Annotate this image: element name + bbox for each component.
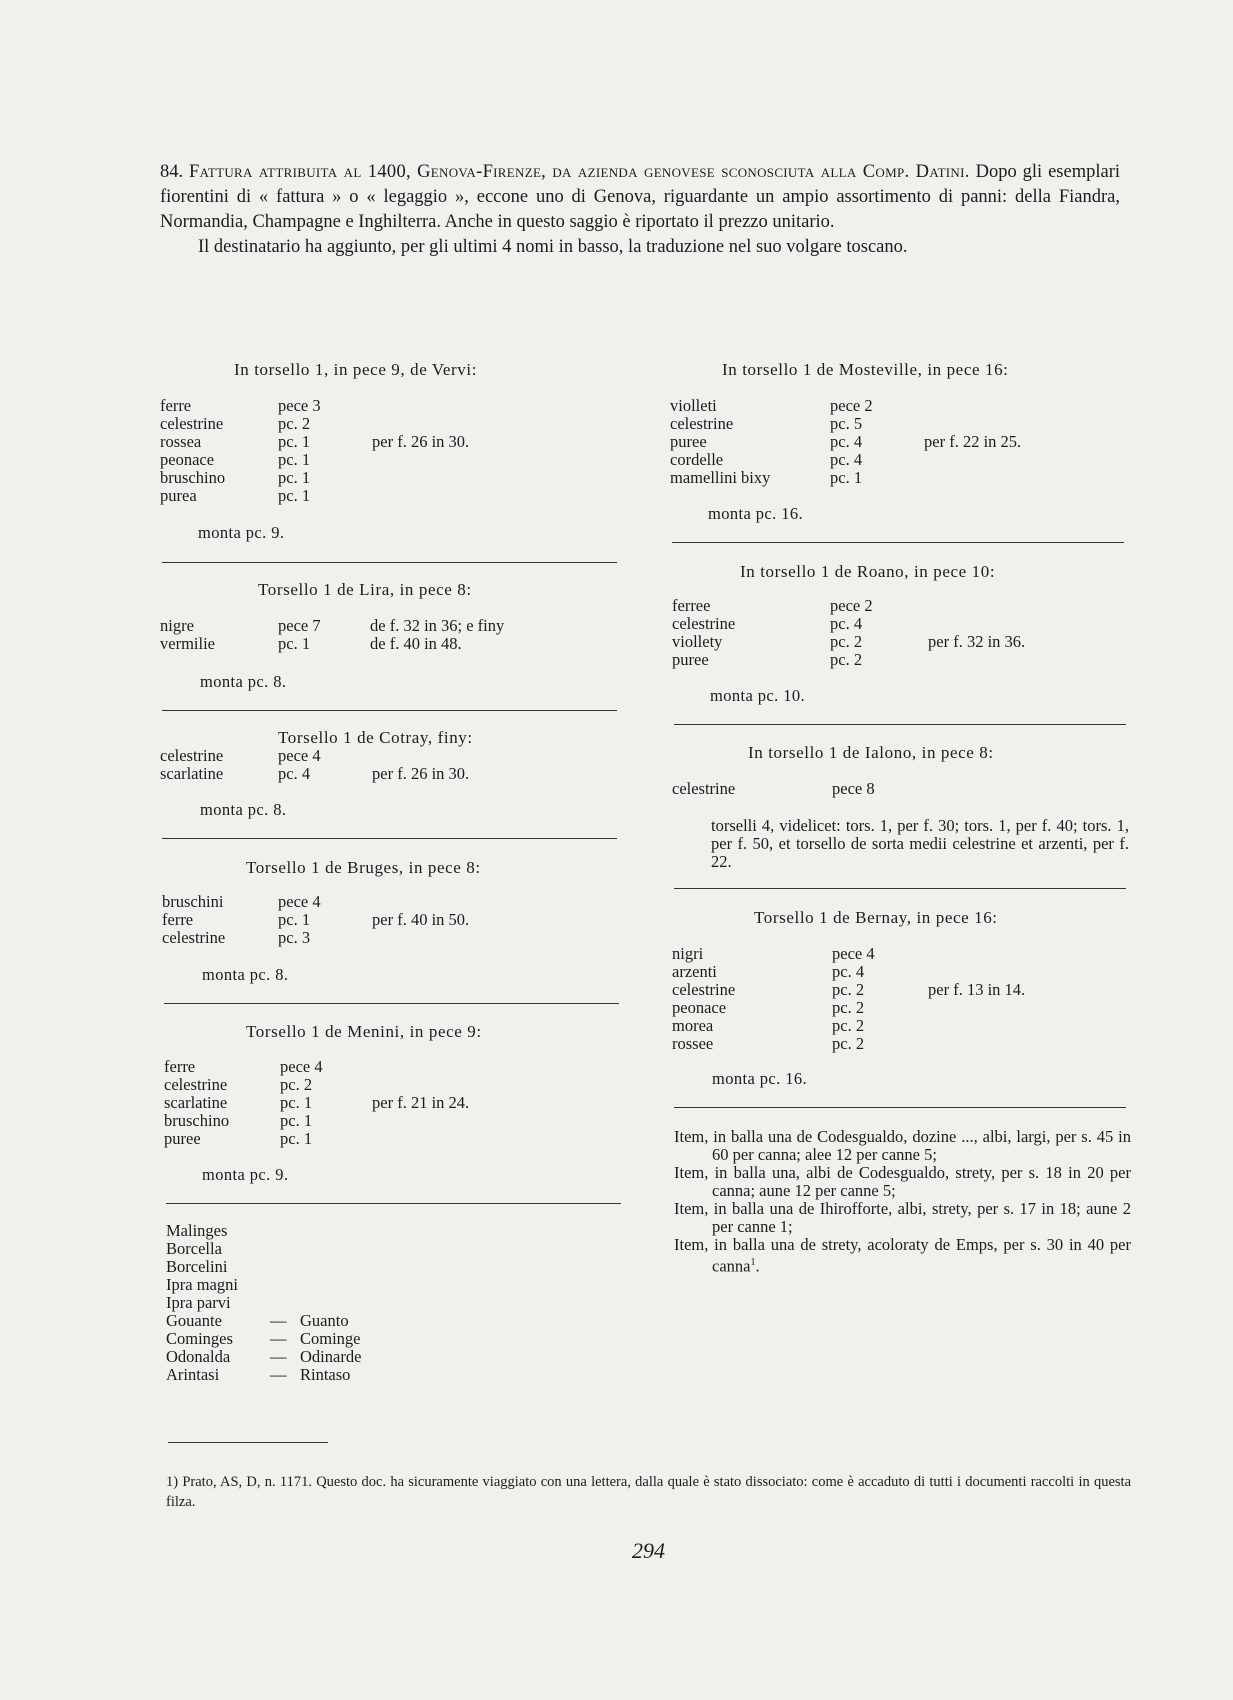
cloth-name: peonace — [160, 450, 215, 469]
section-divider — [674, 888, 1126, 889]
quantity: pece 4 — [832, 944, 875, 963]
table-row — [670, 397, 1120, 415]
table-row — [670, 433, 1120, 451]
cloth-name: peonace — [672, 998, 727, 1017]
quantity: pc. 1 — [278, 486, 311, 505]
list-item — [166, 1276, 466, 1294]
total-line: monta pc. 9. — [202, 1165, 289, 1184]
quantity: pc. 2 — [832, 980, 865, 999]
section-divider — [166, 1203, 621, 1204]
quantity: pc. 1 — [278, 432, 311, 451]
name-original: Borcelini — [166, 1257, 228, 1276]
quantity: pece 2 — [830, 596, 873, 615]
cloth-name: ferre — [160, 396, 192, 415]
intro-paragraph-2: Il destinatario ha aggiunto, per gli ultimi 4 nomi in basso, la traduzione nel suo volgare toscano. — [198, 237, 908, 257]
cloth-name: celestrine — [672, 614, 736, 633]
quantity: pece 7 — [278, 616, 321, 635]
cloth-name: celestrine — [670, 414, 734, 433]
table-row — [670, 415, 1120, 433]
price-note: per f. 13 in 14. — [928, 980, 1026, 999]
section-heading-mosteville: In torsello 1 de Mosteville, in pece 16: — [722, 360, 1009, 379]
table-row — [160, 469, 580, 487]
table-row — [162, 893, 582, 911]
name-translation: Rintaso — [300, 1365, 351, 1384]
table-row — [160, 765, 580, 783]
name-original: Ipra parvi — [166, 1293, 231, 1312]
intro-paragraph-1: Dopo gli esemplari fiorentini di « fattura » o « legaggio », eccone uno di Genova, riguardante un ampio assortimento di panni: della Fiandra, Normandia, Champagne e Inghilterra. Anche in questo saggio è riportato il prezzo unitario. — [160, 162, 1121, 232]
total-line: monta pc. 9. — [198, 523, 285, 542]
quantity: pc. 2 — [832, 1034, 865, 1053]
dash: — — [270, 1365, 287, 1384]
total-line: monta pc. 10. — [710, 686, 806, 705]
goods-table-lira — [160, 617, 600, 653]
footnote-ref: 1 — [750, 1257, 756, 1268]
name-original: Borcella — [166, 1239, 222, 1258]
quantity: pc. 1 — [280, 1129, 313, 1148]
section-heading-bernay: Torsello 1 de Bernay, in pece 16: — [754, 908, 998, 927]
quantity: pc. 4 — [830, 614, 863, 633]
cloth-name: bruschini — [162, 892, 224, 911]
section-divider — [162, 562, 617, 563]
cloth-name: cordelle — [670, 450, 724, 469]
table-row — [672, 615, 1122, 633]
name-translation: Guanto — [300, 1311, 349, 1330]
footnote-divider — [168, 1442, 328, 1443]
cloth-name: celestrine — [162, 928, 226, 947]
cloth-names-list — [166, 1222, 466, 1384]
quantity: pc. 2 — [830, 650, 863, 669]
section-divider — [164, 1003, 619, 1004]
dash: — — [270, 1347, 287, 1366]
quantity: pece 4 — [278, 892, 321, 911]
quantity: pc. 1 — [280, 1111, 313, 1130]
quantity: pece 3 — [278, 396, 321, 415]
cloth-name: celestrine — [160, 414, 224, 433]
quantity: pc. 4 — [830, 432, 863, 451]
cloth-name: scarlatine — [164, 1093, 228, 1112]
total-line: monta pc. 8. — [202, 965, 289, 984]
name-original: Odonalda — [166, 1347, 231, 1366]
entry-number: 84. — [160, 162, 184, 182]
cloth-name: celestrine — [672, 980, 736, 999]
cloth-name: rossea — [160, 432, 202, 451]
table-row — [162, 911, 582, 929]
quantity: pc. 4 — [830, 450, 863, 469]
quantity: pc. 2 — [280, 1075, 313, 1094]
quantity: pc. 2 — [278, 414, 311, 433]
name-original: Ipra magni — [166, 1275, 238, 1294]
cloth-name: ferre — [162, 910, 194, 929]
section-heading-menini: Torsello 1 de Menini, in pece 9: — [246, 1022, 482, 1041]
table-row — [160, 451, 580, 469]
table-row — [164, 1094, 584, 1112]
table-row — [164, 1112, 584, 1130]
intro-block — [160, 160, 1120, 260]
dash: — — [270, 1311, 287, 1330]
name-translation: Odinarde — [300, 1347, 362, 1366]
table-row — [164, 1058, 584, 1076]
quantity: pece 4 — [280, 1057, 323, 1076]
price-note: de f. 40 in 48. — [370, 634, 462, 653]
cloth-name: scarlatine — [160, 764, 224, 783]
cloth-name: viollety — [672, 632, 723, 651]
cloth-name: morea — [672, 1016, 714, 1035]
quantity: pece 4 — [278, 746, 321, 765]
table-row — [672, 945, 1122, 963]
list-item — [166, 1294, 466, 1312]
name-original: Gouante — [166, 1311, 222, 1330]
cloth-name: mamellini bixy — [670, 468, 771, 487]
cloth-name: nigre — [160, 616, 194, 635]
cloth-name: rossee — [672, 1034, 714, 1053]
page-number: 294 — [632, 1538, 665, 1563]
list-item — [166, 1240, 466, 1258]
goods-table-vervi — [160, 397, 580, 505]
cloth-name: purea — [160, 486, 197, 505]
section-divider — [162, 838, 617, 839]
entry-title: Fattura attribuita al 1400, Genova-Firenze, da azienda genovese sconosciuta alla Comp. Datini. — [189, 162, 970, 182]
table-row — [670, 469, 1120, 487]
cloth-name: puree — [164, 1129, 201, 1148]
quantity: pc. 2 — [830, 632, 863, 651]
cloth-name: nigri — [672, 944, 704, 963]
table-row — [160, 415, 580, 433]
price-note: per f. 40 in 50. — [372, 910, 470, 929]
quantity: pece 8 — [832, 779, 875, 798]
cloth-name: arzenti — [672, 962, 717, 981]
cloth-name: celestrine — [672, 779, 736, 798]
quantity: pc. 1 — [280, 1093, 313, 1112]
section-heading-vervi: In torsello 1, in pece 9, de Vervi: — [234, 360, 478, 379]
price-note: per f. 21 in 24. — [372, 1093, 470, 1112]
table-row — [670, 451, 1120, 469]
list-item — [166, 1258, 466, 1276]
list-item — [166, 1312, 466, 1330]
table-row — [672, 633, 1122, 651]
name-translation: Cominge — [300, 1329, 361, 1348]
item-text: Item, in balla una de strety, acoloraty de Emps, per s. 30 in 40 per canna — [674, 1235, 1131, 1276]
list-item — [166, 1348, 466, 1366]
total-line: monta pc. 8. — [200, 800, 287, 819]
cloth-name: bruschino — [164, 1111, 230, 1130]
table-row — [672, 999, 1122, 1017]
total-line: monta pc. 16. — [708, 504, 804, 523]
table-row — [160, 487, 580, 505]
table-row — [164, 1130, 584, 1148]
cloth-name: bruschino — [160, 468, 226, 487]
table-row — [160, 747, 580, 765]
goods-table-menini — [164, 1058, 584, 1148]
section-heading-bruges: Torsello 1 de Bruges, in pece 8: — [246, 858, 481, 877]
name-original: Malinges — [166, 1221, 228, 1240]
goods-table-ialono — [672, 780, 1122, 798]
table-row — [672, 597, 1122, 615]
table-row — [672, 780, 1122, 798]
cloth-name: celestrine — [160, 746, 224, 765]
quantity: pc. 1 — [278, 634, 311, 653]
table-row — [160, 617, 600, 635]
cloth-name: celestrine — [164, 1075, 228, 1094]
price-note: per f. 22 in 25. — [924, 432, 1022, 451]
quantity: pc. 5 — [830, 414, 863, 433]
table-row — [672, 963, 1122, 981]
table-row — [160, 433, 580, 451]
table-row — [162, 929, 582, 947]
cloth-name: puree — [672, 650, 709, 669]
name-original: Arintasi — [166, 1365, 220, 1384]
section-divider — [672, 542, 1124, 543]
quantity: pc. 4 — [278, 764, 311, 783]
period: . — [755, 1256, 760, 1276]
table-row — [672, 1017, 1122, 1035]
list-item — [166, 1330, 466, 1348]
price-note: per f. 32 in 36. — [928, 632, 1026, 651]
cloth-name: ferre — [164, 1057, 196, 1076]
dash: — — [270, 1329, 287, 1348]
price-note: de f. 32 in 36; e finy — [370, 616, 505, 635]
quantity: pc. 1 — [830, 468, 863, 487]
list-item — [166, 1366, 466, 1384]
cloth-name: ferree — [672, 596, 711, 615]
quantity: pc. 2 — [832, 1016, 865, 1035]
table-row — [672, 981, 1122, 999]
quantity: pc. 3 — [278, 928, 311, 947]
quantity: pc. 1 — [278, 468, 311, 487]
list-item: Item, in balla una, albi de Codesgualdo, strety, per s. 18 in 20 per canna; aune 12 per canne 5; — [674, 1163, 1131, 1200]
table-row — [160, 397, 580, 415]
goods-table-cotray — [160, 747, 580, 783]
table-row — [164, 1076, 584, 1094]
goods-table-mosteville — [670, 397, 1120, 487]
items-list — [674, 1128, 1131, 1276]
cloth-name: vermilie — [160, 634, 215, 653]
list-item — [674, 1236, 1131, 1276]
section-heading-ialono: In torsello 1 de Ialono, in pece 8: — [748, 743, 994, 762]
price-note: per f. 26 in 30. — [372, 764, 470, 783]
table-row — [160, 635, 600, 653]
quantity: pc. 2 — [832, 998, 865, 1017]
quantity: pc. 1 — [278, 910, 311, 929]
goods-table-roano — [672, 597, 1122, 669]
goods-table-bernay — [672, 945, 1122, 1053]
table-row — [672, 1035, 1122, 1053]
ialono-detail-paragraph: torselli 4, videlicet: tors. 1, per f. 30; tors. 1, per f. 40; tors. 1, per f. 50, et torsello de sorta medii celestrine et arzenti, per f. 22. — [711, 816, 1129, 871]
section-divider — [674, 724, 1126, 725]
price-note: per f. 26 in 30. — [372, 432, 470, 451]
footnote — [166, 1472, 1131, 1512]
table-row — [672, 651, 1122, 669]
section-divider — [162, 710, 617, 711]
goods-table-bruges — [162, 893, 582, 947]
name-original: Cominges — [166, 1329, 233, 1348]
cloth-name: violleti — [670, 396, 717, 415]
section-heading-roano: In torsello 1 de Roano, in pece 10: — [740, 562, 996, 581]
quantity: pc. 4 — [832, 962, 865, 981]
total-line: monta pc. 8. — [200, 672, 287, 691]
list-item: Item, in balla una de Ihirofforte, albi, strety, per s. 17 in 18; aune 2 per canne 1; — [674, 1199, 1131, 1236]
list-item: Item, in balla una de Codesgualdo, dozine ..., albi, largi, per s. 45 in 60 per canna; alee 12 per canne 5; — [674, 1127, 1131, 1164]
quantity: pece 2 — [830, 396, 873, 415]
list-item — [166, 1222, 466, 1240]
section-heading-cotray: Torsello 1 de Cotray, finy: — [278, 728, 473, 747]
total-line: monta pc. 16. — [712, 1069, 808, 1088]
footnote-mark: 1) — [166, 1474, 179, 1490]
cloth-name: puree — [670, 432, 707, 451]
quantity: pc. 1 — [278, 450, 311, 469]
section-divider — [674, 1107, 1126, 1108]
footnote-text: Prato, AS, D, n. 1171. Questo doc. ha sicuramente viaggiato con una lettera, dalla quale è stato dissociato: come è accaduto di tutti i documenti raccolti in questa filza. — [166, 1474, 1132, 1510]
section-heading-lira: Torsello 1 de Lira, in pece 8: — [258, 580, 472, 599]
